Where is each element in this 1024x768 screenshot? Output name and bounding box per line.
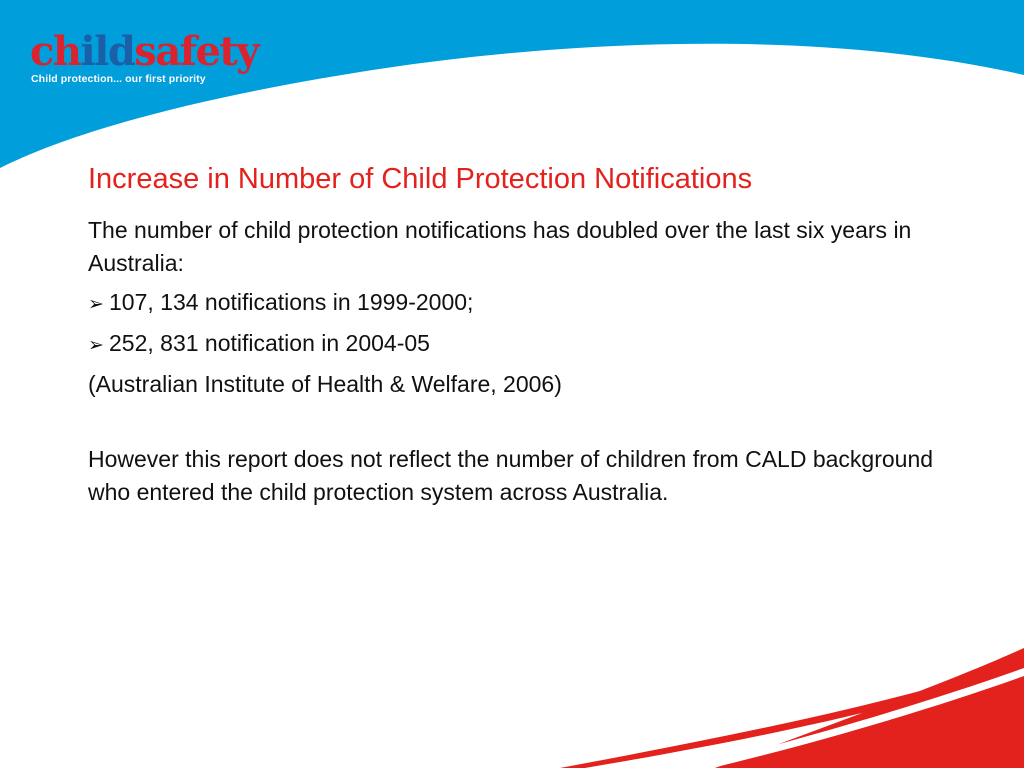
slide-title: Increase in Number of Child Protection Notifications — [88, 163, 753, 195]
childsafety-logo — [30, 28, 259, 90]
citation-text: (Australian Institute of Health & Welfare, 2006) — [88, 371, 562, 397]
bullet-text: 252, 831 notification in 2004-05 — [109, 330, 430, 356]
logo-word-part: ty — [219, 28, 259, 75]
arrow-bullet-icon: ➢ — [88, 294, 104, 315]
bullet-item — [88, 286, 948, 321]
bullet-item — [88, 327, 948, 362]
logo-wordmark — [30, 30, 258, 74]
logo-word-part: ild — [80, 28, 135, 75]
closing-paragraph: However this report does not reflect the number of children from CALD background who entered the child protection system across Australia. — [88, 446, 934, 505]
logo-word-part: safe — [134, 28, 220, 75]
intro-paragraph: The number of child protection notifications has doubled over the last six years in Australia: — [88, 217, 912, 276]
paragraph-spacer — [88, 407, 948, 443]
bullet-text: 107, 134 notifications in 1999-2000; — [109, 289, 474, 315]
logo-tagline: Child protection... our first priority — [31, 73, 206, 85]
logo-word-part: ch — [30, 28, 81, 75]
slide-body — [88, 214, 948, 515]
arrow-bullet-icon: ➢ — [88, 335, 104, 356]
